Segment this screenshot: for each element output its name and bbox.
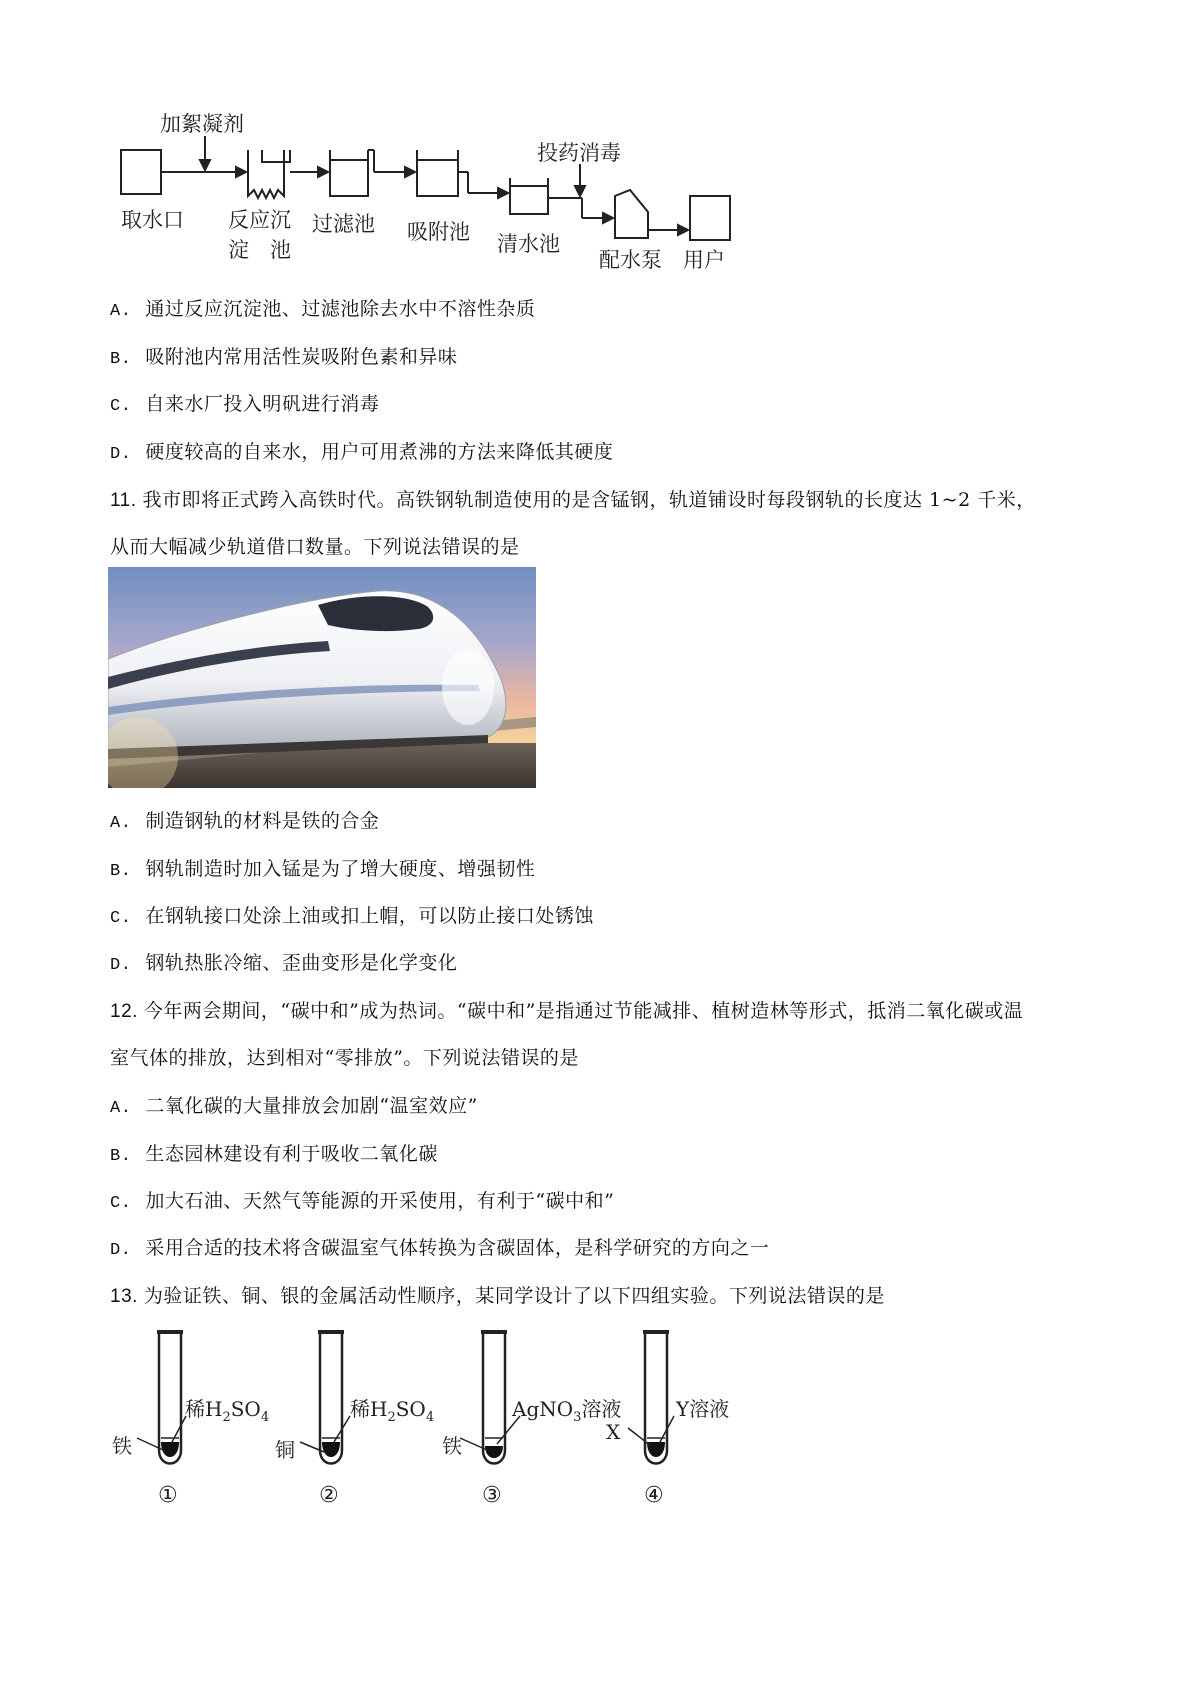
- q12-stem-line-2: 室气体的排放，达到相对“零排放”。下列说法错误的是: [110, 1047, 579, 1069]
- q10-option-b[interactable]: B. 吸附池内常用活性炭吸附色素和异味: [110, 346, 458, 369]
- user-label: 用户: [683, 248, 725, 272]
- q10-option-d[interactable]: D. 硬度较高的自来水，用户可用煮沸的方法来降低其硬度: [110, 441, 614, 464]
- intake-box: [121, 150, 161, 194]
- filter-label: 过滤池: [312, 212, 375, 236]
- filter-tank: [330, 150, 368, 196]
- intake-label: 取水口: [121, 208, 184, 232]
- q11-option-d[interactable]: D. 钢轨热胀冷缩、歪曲变形是化学变化: [110, 952, 458, 975]
- q13-stem: 13. 为验证铁、铜、银的金属活动性顺序，某同学设计了以下四组实验。下列说法错误的是: [110, 1285, 885, 1307]
- q10-option-a[interactable]: A. 通过反应沉淀池、过滤池除去水中不溶性杂质: [110, 298, 536, 321]
- flow-diagram-svg: [0, 0, 760, 280]
- settle-tank: [248, 150, 284, 198]
- settle-label-1: 反应沉: [228, 208, 291, 232]
- tube-2-reagent: 稀$H_2SO_4$: [350, 1397, 435, 1425]
- tube-2-mark: ②: [319, 1483, 339, 1508]
- tube-3-metal: 铁: [442, 1434, 462, 1458]
- q12-stem-line-1: 12. 今年两会期间，“碳中和”成为热词。“碳中和”是指通过节能减排、植树造林等形式，抵消二氧化碳或温: [110, 1000, 1024, 1022]
- clear-label: 清水池: [497, 232, 560, 256]
- q11-option-b[interactable]: B. 钢轨制造时加入锰是为了增大硬度、增强韧性: [110, 858, 536, 881]
- flocculant-label: 加絮凝剂: [160, 112, 244, 136]
- adsorb-tank: [417, 150, 458, 196]
- q11-stem-line-2: 从而大幅减少轨道借口数量。下列说法错误的是: [110, 536, 520, 558]
- tube-4-mark: ④: [644, 1483, 664, 1508]
- settle-label-2: 淀 池: [228, 238, 291, 262]
- tube-1-reagent: 稀$H_2SO_4$: [185, 1397, 270, 1425]
- q11-option-a[interactable]: A. 制造钢轨的材料是铁的合金: [110, 810, 380, 833]
- q12-number: 12.: [110, 1001, 138, 1022]
- q11-option-c[interactable]: C. 在钢轨接口处涂上油或扣上帽，可以防止接口处锈蚀: [110, 905, 594, 928]
- test-tube-3: [460, 1332, 520, 1464]
- user-box: [690, 196, 730, 240]
- tube-1-mark: ①: [158, 1483, 178, 1508]
- q12-option-d[interactable]: D. 采用合适的技术将含碳温室气体转换为含碳固体，是科学研究的方向之一: [110, 1237, 770, 1260]
- q12-option-c[interactable]: C. 加大石油、天然气等能源的开采使用，有利于“碳中和”: [110, 1190, 615, 1213]
- high-speed-train-photo: [108, 567, 536, 788]
- train-illustration: [108, 567, 536, 788]
- pump-label: 配水泵: [599, 248, 662, 272]
- test-tube-1: [137, 1332, 186, 1464]
- pump-shape: [615, 190, 648, 238]
- q10-option-c[interactable]: C. 自来水厂投入明矾进行消毒: [110, 393, 380, 416]
- tube-4-metal: X: [606, 1420, 621, 1444]
- q12-option-b[interactable]: B. 生态园林建设有利于吸收二氧化碳: [110, 1143, 438, 1166]
- adsorb-label: 吸附池: [407, 220, 470, 244]
- tube-3-mark: ③: [482, 1483, 502, 1508]
- tube-4-reagent: Y溶液: [676, 1397, 730, 1421]
- tube-2-metal: 铜: [275, 1438, 295, 1462]
- q11-number: 11.: [110, 490, 137, 511]
- test-tube-2: [300, 1332, 350, 1464]
- q13-number: 13.: [110, 1286, 138, 1307]
- q11-stem-line-1: 11. 我市即将正式跨入高铁时代。高铁钢轨制造使用的是含锰钢，轨道铺设时每段钢轨的长度达 1~2 千米，: [110, 489, 1036, 511]
- tube-3-reagent: AgNO$_3$溶液: [512, 1397, 622, 1425]
- clear-tank: [510, 178, 548, 214]
- q12-option-a[interactable]: A. 二氧化碳的大量排放会加剧“温室效应”: [110, 1095, 478, 1118]
- test-tube-4: [628, 1332, 674, 1464]
- disinfect-label: 投药消毒: [537, 141, 621, 165]
- tube-1-metal: 铁: [112, 1434, 132, 1458]
